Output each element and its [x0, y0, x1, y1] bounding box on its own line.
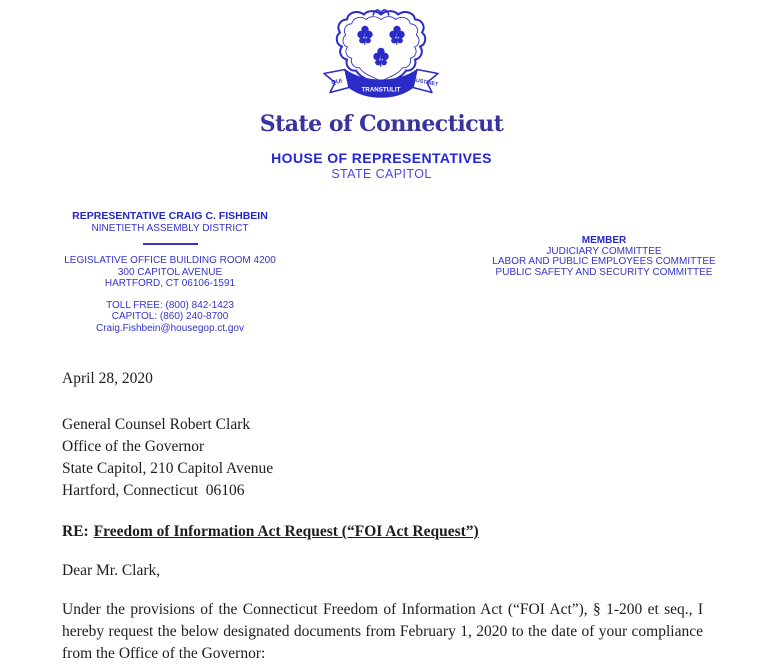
office-address-line: HARTFORD, CT 06106-1591	[104, 278, 236, 289]
recipient-line: State Capitol, 210 Capitol Avenue	[62, 460, 274, 477]
spacer	[20, 290, 320, 300]
recipient-address-block	[62, 414, 273, 502]
recipient-line: General Counsel Robert Clark	[62, 416, 251, 433]
building-subtitle: STATE CAPITOL	[331, 167, 432, 181]
grape-vines	[358, 26, 404, 66]
motto-ribbon	[324, 70, 439, 98]
state-title: State of Connecticut	[259, 111, 504, 137]
representative-contact-block	[20, 211, 320, 334]
assembly-district: NINETIETH ASSEMBLY DISTRICT	[91, 222, 249, 234]
recipient-line: Hartford, Connecticut 06106	[62, 482, 245, 499]
coat-of-arms-icon	[321, 6, 441, 107]
member-label: MEMBER	[581, 235, 627, 246]
district-divider-rule	[143, 243, 198, 245]
chamber-title: HOUSE OF REPRESENTATIVES	[271, 150, 492, 166]
committee-line: LABOR AND PUBLIC EMPLOYEES COMMITTEE	[492, 256, 716, 267]
office-address-line: LEGISLATIVE OFFICE BUILDING ROOM 4200	[64, 255, 276, 266]
email-address: Craig.Fishbein@housegop.ct.gov	[95, 322, 244, 334]
committee-line: PUBLIC SAFETY AND SECURITY COMMITTEE	[495, 266, 713, 278]
committee-line: JUDICIARY COMMITTEE	[546, 245, 662, 257]
phone-line: CAPITOL: (860) 240-8700	[111, 311, 229, 322]
salutation: Dear Mr. Clark,	[62, 562, 161, 579]
re-label: RE:	[62, 523, 89, 540]
letter-date: April 28, 2020	[62, 370, 153, 387]
motto-text-left: QUI	[330, 78, 343, 87]
re-subject: Freedom of Information Act Request (“FOI Act Request”)	[93, 523, 479, 540]
motto-text-center: TRANSTULIT	[361, 86, 401, 94]
motto-text-right: SUSTINET	[412, 77, 439, 88]
re-subject-line	[62, 523, 479, 541]
committee-membership-block	[454, 236, 754, 278]
letter-paragraph: Under the provisions of the Connecticut Freedom of Information Act (“FOI Act”), § 1-200 et seq., I hereby request the below designated documents from February 1, 2020 to the date of your compliance from the Office of the Governor:	[62, 601, 703, 662]
recipient-line: Office of the Governor	[62, 438, 205, 455]
connecticut-seal	[321, 6, 441, 107]
office-address-line: 300 CAPITOL AVENUE	[117, 266, 223, 278]
representative-name: REPRESENTATIVE CRAIG C. FISHBEIN	[72, 210, 268, 222]
phone-line: TOLL FREE: (800) 842-1423	[106, 299, 234, 311]
